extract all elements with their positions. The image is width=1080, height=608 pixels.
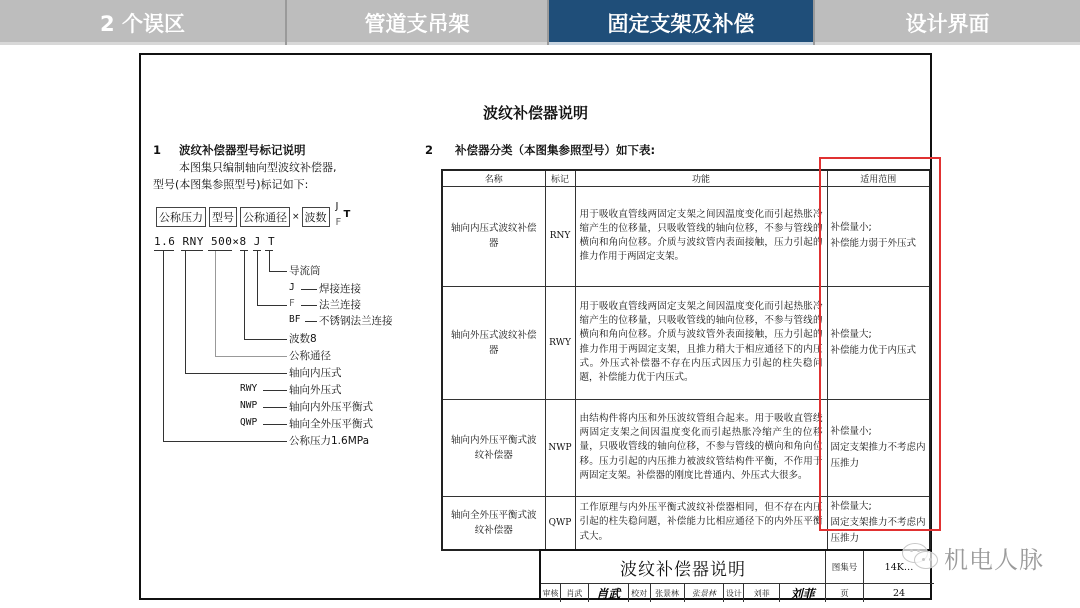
model-example: 1.6 RNY 500×8 J T [154,235,276,248]
cell-code: RNY [545,186,575,286]
cell-code: RWY [545,286,575,399]
legend-nominal-pressure: 公称压力1.6MPa [289,435,370,447]
leader-line [263,424,287,425]
scope-line: 补偿能力弱于外压式 [830,238,917,249]
section2-heading-text: 补偿器分类（本图集参照型号）如下表: [455,143,656,157]
tab-fixed-supports-compensation[interactable] [549,0,815,45]
suffix-f: F [335,217,342,228]
leader-line [257,305,287,306]
box-nominal-pressure: 公称压力 [156,207,206,227]
leader-line [263,390,287,391]
highlight-scope-column [819,157,941,531]
cell-function: 用于吸收直管线两固定支架之间因温度变化而引起热胀冷缩产生的位移量，只吸收管线的轴向位移，不参与管线的横向和角向位移。介质与波纹管外表面接触，压力引起的推力作用于两固定支架，且推力稍大于相应通径下的内压式。外压式补偿器不存在内压式因压力引起的柱失稳问题，补偿能力优于内压式。 [575,286,827,399]
legend-wave-count: 波数8 [289,333,317,345]
drawing-title-block [539,549,932,600]
watermark [902,540,1044,575]
scope-line: 补偿量大; [830,500,872,512]
cell-function: 工作原理与内外压平衡式波纹补偿器相同，但不存在内压引起的柱失稳问题，补偿能力比相应通径下的内外压平衡式大。 [575,496,827,550]
section1-number: 1 [153,143,162,157]
leader-line [163,441,287,442]
check-signature: 张景林 [685,584,725,602]
design-signature: 刘菲 [790,586,815,601]
cell-name: 轴向内压式波纹补偿器 [442,186,545,286]
col-header-code: 标记 [545,170,575,186]
review-signature: 肖武 [589,584,629,602]
cell-function: 用于吸收直管线两固定支架之间因温度变化而引起热胀冷缩产生的位移量，只吸收管线的轴向位移，不参与管线的横向和角向位移。介质与波纹管内表面接触，压力引起的推力作用于两固定支架。 [575,186,827,286]
suffix-t: T [343,209,351,220]
check-name: 张景林 [651,584,685,602]
check-label: 校对 [629,584,651,602]
signature-row [541,584,826,602]
legend-code-bf: BF [289,314,301,325]
section1-para2: 型号(本图集参照型号)标记如下: [153,178,309,191]
legend-code-qwp: QWP [240,417,258,428]
dot [910,549,913,552]
wechat-icon [902,543,942,573]
dot [917,549,920,552]
leader-line [215,251,216,356]
leader-line [263,407,287,408]
tab-label: 2 个误区 [100,11,185,36]
col-header-function: 功能 [575,170,827,186]
dot [922,558,925,561]
leader-line [163,251,164,441]
dot [929,558,932,561]
leader-line [269,251,270,271]
section1-heading-text: 波纹补偿器型号标记说明 [179,143,306,157]
legend-code-f: F [289,298,295,309]
legend-rwy: 轴向外压式 [289,384,342,396]
drawing-sheet [139,53,932,600]
leader-line [244,339,287,340]
leader-line [301,289,317,290]
box-wave-count: 波数 [302,207,330,227]
tab-two-misconceptions[interactable] [0,0,287,45]
atlas-number-value: 14K… [864,551,934,584]
leader-line [269,271,287,272]
legend-code-rwy: RWY [240,383,258,394]
model-legend-diagram [141,55,431,455]
atlas-number-label: 图集号 [826,551,864,584]
legend-nominal-diameter: 公称通径 [289,350,331,362]
legend-code-nwp: NWP [240,400,258,411]
legend-welded: 焊接连接 [319,283,361,295]
section-tab-bar [0,0,1080,45]
scope-line: 补偿量小; [830,425,872,437]
tab-label: 管道支吊架 [364,11,470,36]
design-label: 设计 [724,584,744,602]
cell-code: QWP [545,496,575,550]
design-name: 刘菲 [744,584,780,602]
page-number: 24 [892,587,906,599]
legend-ss-flanged: 不锈钢法兰连接 [319,315,393,327]
section2-heading [425,142,655,158]
leader-line [185,373,287,374]
underline-dn [208,250,232,251]
leader-line [244,251,245,339]
cell-function: 由结构件将内压和外压波纹管组合起来。用于吸收直管线两固定支架之间因温度变化而引起热胀冷缩产生的位移量，只吸收管线的轴向位移，不参与管线的横向和角向位移。压力引起的内压推力被波纹管结构件平衡，不作用于两固定支架。补偿器的刚度比普通内、外压式大很多。 [575,399,827,496]
legend-flanged: 法兰连接 [319,299,361,311]
leader-line [301,305,317,306]
leader-line [257,251,258,305]
tab-label: 设计界面 [905,11,990,36]
leader-line [215,356,287,357]
review-name: 肖武 [561,584,589,602]
watermark-text: 机电人脉 [944,546,1044,574]
box-model: 型号 [209,207,237,227]
tab-design-interface[interactable] [815,0,1080,45]
scope-line: 固定支架推力不考虑内压推力 [830,516,926,544]
box-nominal-diameter: 公称通径 [240,207,290,227]
leader-line [305,321,317,322]
scope-line: 固定支架推力不考虑内压推力 [830,441,926,469]
legend-rny: 轴向内压式 [289,367,342,379]
legend-qwp: 轴向全外压平衡式 [289,418,373,430]
cell-code: NWP [545,399,575,496]
bubble-shape [914,551,938,569]
page-label: 页 [826,584,864,602]
leader-line [185,251,186,373]
review-label: 审核 [541,584,561,602]
col-header-scope: 适用范围 [827,170,930,186]
scope-line: 补偿量大; [830,328,872,340]
cell-name: 轴向外压式波纹补偿器 [442,286,545,399]
underline-pressure [154,250,174,251]
col-header-name: 名称 [442,170,545,186]
cell-name: 轴向内外压平衡式波纹补偿器 [442,399,545,496]
legend-code-j: J [289,282,295,293]
section2-number: 2 [425,143,434,157]
tab-label: 固定支架及补偿 [607,11,755,36]
scope-line: 补偿量小; [830,222,872,233]
tab-pipe-supports[interactable] [287,0,549,45]
legend-nwp: 轴向内外压平衡式 [289,401,373,413]
cell-name: 轴向全外压平衡式波纹补偿器 [442,496,545,550]
scope-line: 补偿能力优于内压式 [830,344,917,356]
times-sign: × [292,212,300,222]
sheet-title: 波纹补偿器说明 [482,104,588,122]
suffix-j: J [335,201,339,212]
legend-guide-tube: 导流筒 [289,265,321,277]
section1-para1: 本图集只编制轴向型波纹补偿器, [179,161,337,174]
title-block-title: 波纹补偿器说明 [541,551,826,584]
